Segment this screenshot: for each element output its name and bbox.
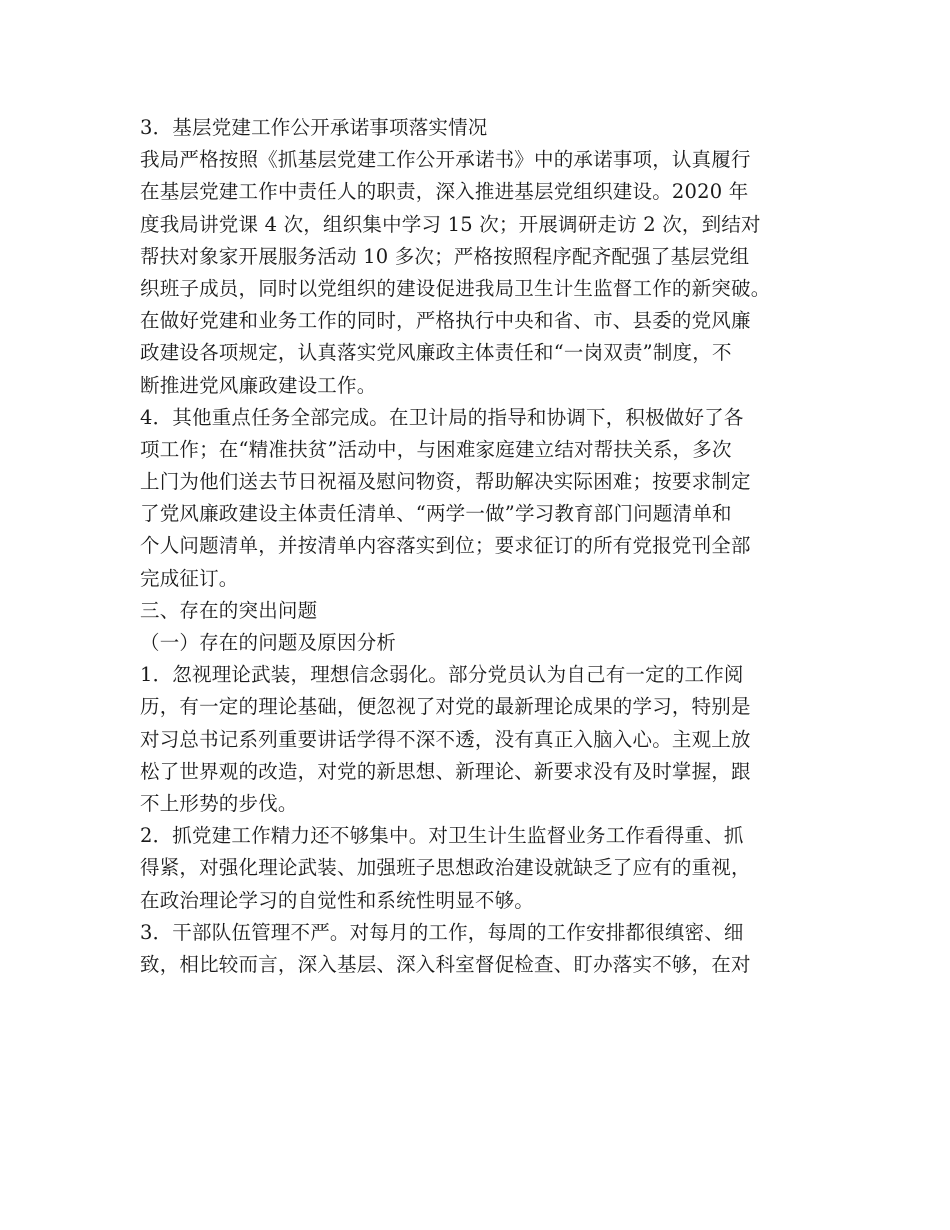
text-line: 致，相比较而言，深入基层、深入科室督促检查、盯办落实不够，在对 xyxy=(140,952,751,976)
text-line: 项工作；在“精准扶贫”活动中，与困难家庭建立结对帮扶关系，多次 xyxy=(140,437,732,461)
text-line: 上门为他们送去节日祝福及慰问物资，帮助解决实际困难；按要求制定 xyxy=(140,470,751,494)
text-line: 在做好党建和业务工作的同时，严格执行中央和省、市、县委的党风廉 xyxy=(140,309,751,333)
text-line: 历，有一定的理论基础，便忽视了对党的最新理论成果的学习，特别是 xyxy=(140,695,751,719)
section-heading: 三、存在的突出问题 xyxy=(140,598,318,622)
subsection-heading: （一）存在的问题及原因分析 xyxy=(140,631,397,654)
text-line: 度我局讲党课 4 次，组织集中学习 15 次；开展调研走访 2 次，到结对 xyxy=(140,212,761,236)
text-line: 3．干部队伍管理不严。对每月的工作，每周的工作安排都很缜密、细 xyxy=(140,920,744,944)
text-line: 得紧，对强化理论武装、加强班子思想政治建设就缺乏了应有的重视， xyxy=(140,856,751,880)
text-line: 1．忽视理论武装，理想信念弱化。部分党员认为自己有一定的工作阅 xyxy=(140,663,744,687)
text-line: 我局严格按照《抓基层党建工作公开承诺书》中的承诺事项，认真履行 xyxy=(140,148,751,172)
text-line: 2．抓党建工作精力还不够集中。对卫生计生监督业务工作看得重、抓 xyxy=(140,824,744,848)
text-line: 了党风廉政建设主体责任清单、“两学一做”学习教育部门问题清单和 xyxy=(140,502,732,526)
text-line: 对习总书记系列重要讲话学得不深不透，没有真正入脑入心。主观上放 xyxy=(140,727,751,751)
text-line: 不上形势的步伐。 xyxy=(140,791,298,815)
text-line: 个人问题清单，并按清单内容落实到位；要求征订的所有党报党刊全部 xyxy=(140,534,751,558)
text-line: 在基层党建工作中责任人的职责，深入推进基层党组织建设。2020 年 xyxy=(140,180,749,204)
text-line: 织班子成员，同时以党组织的建设促进我局卫生计生监督工作的新突破。 xyxy=(140,276,771,300)
text-line: 在政治理论学习的自觉性和系统性明显不够。 xyxy=(140,888,535,912)
text-line: 3．基层党建工作公开承诺事项落实情况 xyxy=(140,116,488,139)
text-line: 4．其他重点任务全部完成。在卫计局的指导和协调下，积极做好了各 xyxy=(140,405,744,429)
text-line: 帮扶对象家开展服务活动 10 多次；严格按照程序配齐配强了基层党组 xyxy=(140,244,750,268)
document-body xyxy=(140,112,830,981)
text-line: 完成征订。 xyxy=(140,566,239,590)
text-line: 松了世界观的改造，对党的新思想、新理论、新要求没有及时掌握，跟 xyxy=(140,759,751,783)
text-line: 断推进党风廉政建设工作。 xyxy=(140,373,377,397)
text-line: 政建设各项规定，认真落实党风廉政主体责任和“一岗双责”制度，不 xyxy=(140,341,732,365)
